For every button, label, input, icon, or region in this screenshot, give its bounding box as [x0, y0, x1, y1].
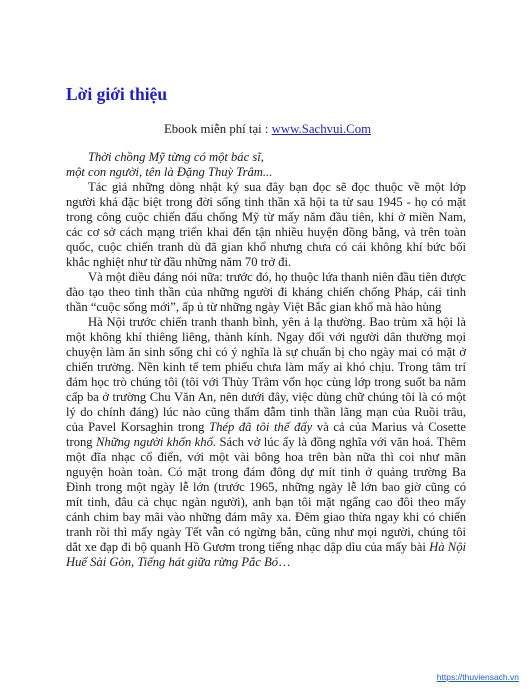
document-body [66, 150, 466, 570]
paragraph-3-part-c: Sách vở lúc ấy là đồng nghĩa với văn hoá. Thêm một đĩa nhạc cổ điển, với một vài bông hoa trên bàn nữa thì coi như mãn nguyện hoàn toàn. Có mặt trong đám đông dự mít tinh ở quảng trường Ba Đình trong một ngày lễ lớn (trước 1965, những ngày lễ lớn bao giờ cũng có mít tinh, đâu cả chục ngàn người), anh bạn tôi mặt ngẩng cao đôi theo mấy cánh chim bay mãi vào những đám mây xa. Đêm giao thừa ngay khi có chiến tranh rồi thì mấy ngày Tết vẫn có ngừng bắn, cũng như mọi người, chúng tôi dắt xe đạp đi bộ quanh Hồ Gươm trong tiếng nhạc dập dìu của mấy bài [66, 435, 467, 554]
paragraph-2: Và một điều đáng nói nữa: trước đó, họ thuộc lứa thanh niên đầu tiên được đào tạo theo tinh thần của những người đi kháng chiến chống Pháp, cái tinh thần “cuộc sống mới”, ấp ủ từ những ngày Việt Bắc gian khổ mà hào hùng [66, 270, 466, 314]
song-titles: Hà Nội Huế Sài Gòn, Tiếng hát giữa rừng Pắc Bó [66, 540, 466, 569]
paragraph-3-part-a: Hà Nội trước chiến tranh thanh bình, yên ả lạ thường. Bao trùm xã hội là một không khí thiêng liêng, thành kính. Ngay đối với người dân thường mọi chuyện làm ăn sinh sống chỉ có ý nghĩa là sự chuẩn bị cho ngày mai có mặt ở chiến trường. Nền kinh tế tem phiếu chưa làm mấy ai khó chịu. Trong tâm trí đám học trò chúng tôi (tôi với Thùy Trâm vốn học cùng lớp trong suốt ba năm cấp ba ở trường Chu Văn An, nên dưới đây, việc dùng chữ chúng tôi là có một lý do chính đáng) lúc nào cũng thấm đẫm tinh thần lãng mạn của Ruồi trâu, của Pavel Korsaghin trong [66, 315, 466, 434]
ebook-prefix: Ebook miễn phí tại : [163, 122, 272, 136]
paragraph-1: Tác giả những dòng nhật ký sua đây bạn đọc sẽ đọc thuộc về một lớp người khá đặc biệt trong đời sống tinh thần xã hội ta từ sau 1945 - họ có mặt trong công cuộc chiến đấu chống Mỹ từ mấy năm đầu tiên, khi ở miền Nam, các cơ sở cách mạng triển khai đến tận nhiều huyện đồng bằng, và trên toàn quốc, cuộc chiến tranh dù đã gian khổ nhưng chưa có cái không khí bức bối khắc nghiệt như từ đầu những năm 70 trở đi. [66, 180, 466, 269]
book-title-khon-kho: Những người khốn khổ. [96, 435, 217, 449]
epigraph-line-1: Thời chồng Mỹ từng có một bác sĩ, [88, 150, 264, 164]
epigraph-line-2: một con người, tên là Đặng Thuỳ Trâm... [66, 165, 273, 179]
page-title: Lời giới thiệu [66, 84, 168, 104]
ebook-source-line [0, 122, 531, 137]
paragraph-3 [66, 315, 466, 570]
paragraph-3-ellipsis: … [278, 555, 291, 569]
footer-link[interactable]: https://thuviensach.vn [436, 672, 519, 682]
book-title-thep: Thép đã tôi thế đấy [209, 420, 313, 434]
sachvui-link[interactable]: www.Sachvui.Com [271, 122, 372, 136]
epigraph [66, 150, 466, 180]
paragraph-3-part-b: và cả của Marius và Cosette trong [66, 420, 466, 449]
